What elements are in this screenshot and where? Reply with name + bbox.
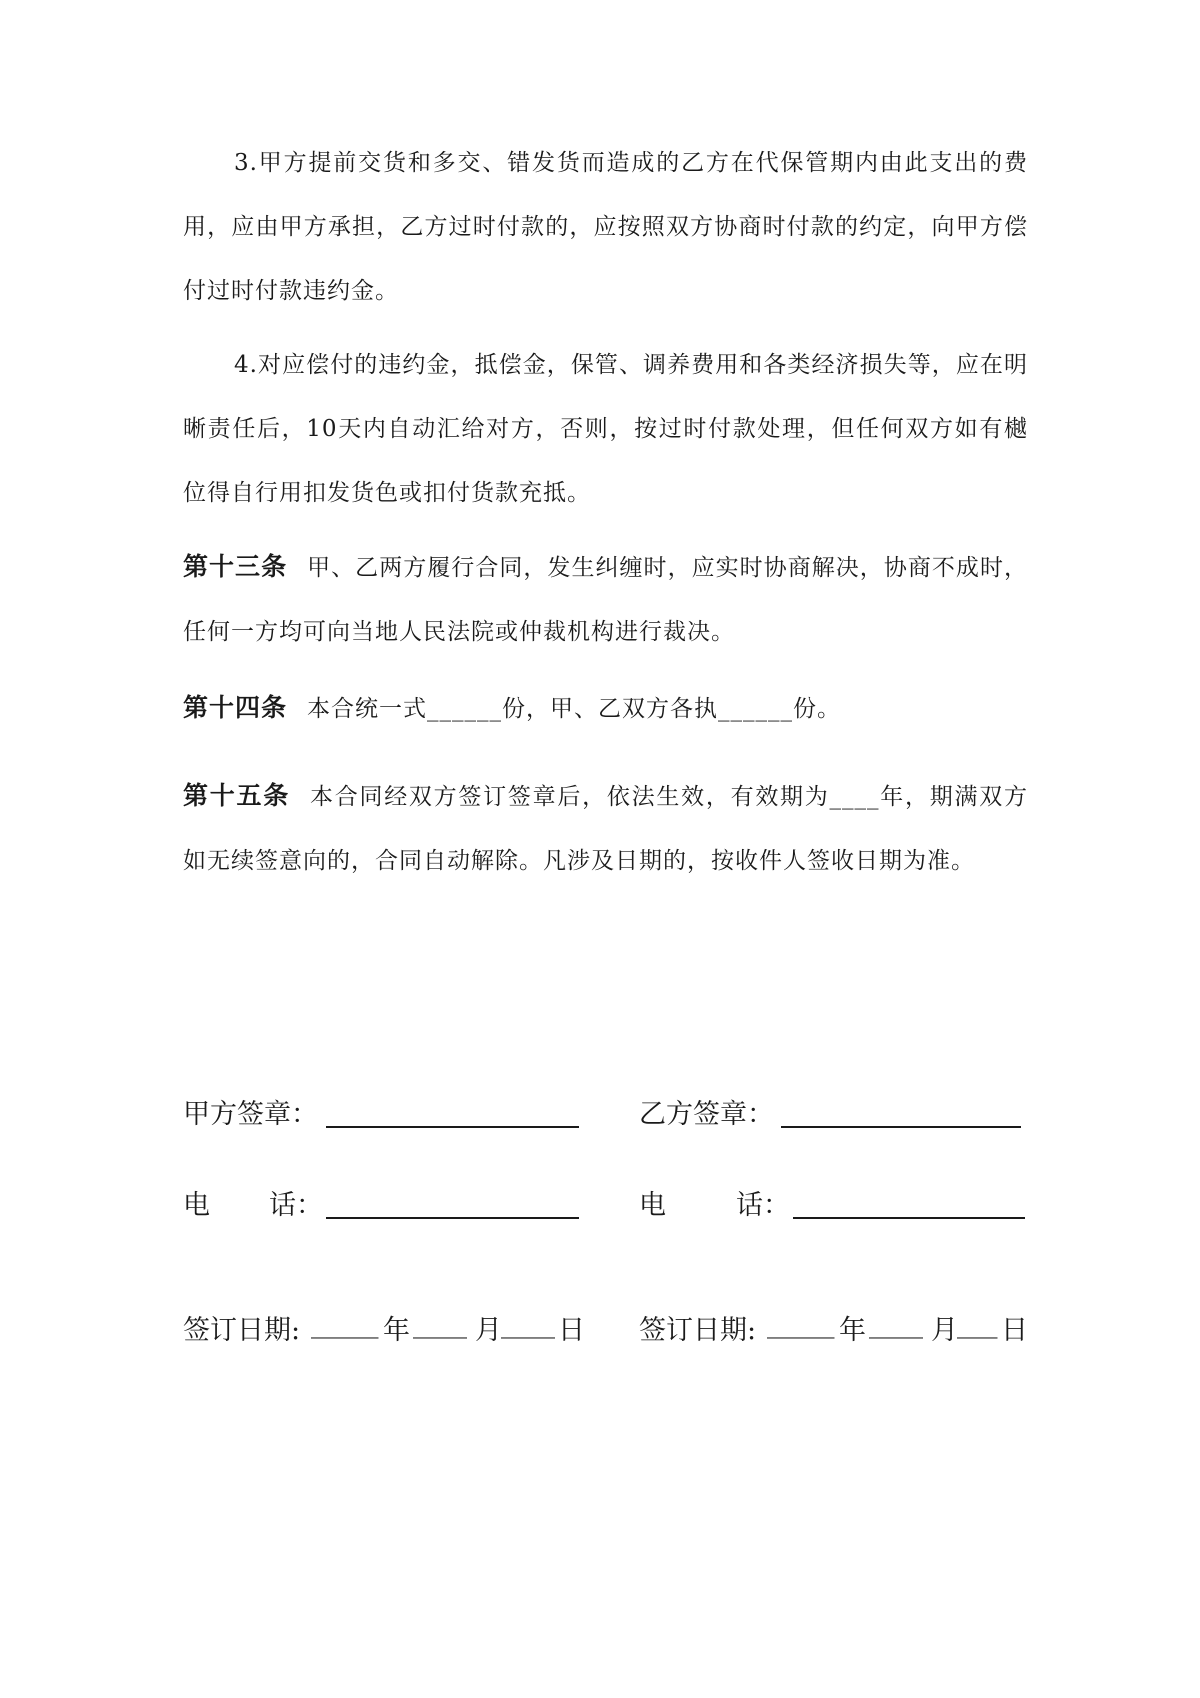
party-b-phone-label-2: 话： — [736, 1190, 790, 1221]
party-a-date-day-blank[interactable]: ____ — [501, 1308, 555, 1339]
clause-paragraph-4-text: 4.对应偿付的违约金，抵偿金，保管、调养费用和各类经济损失等，应在明晰责任后，10天内自动汇给对方，否则，按过时付款处理，但任何双方如有樾位得自行用扣发货色或扣付货款充抵。 — [183, 352, 1028, 506]
party-b-phone-line[interactable] — [793, 1217, 1025, 1219]
party-a-phone-line[interactable] — [326, 1217, 579, 1219]
party-a-date-day-char: 日 — [558, 1315, 585, 1346]
article-14-body: 本合统一式______份，甲、乙双方各执______份。 — [307, 696, 842, 722]
signature-row — [183, 1092, 1043, 1132]
party-a-date-year-blank[interactable]: _____ — [311, 1308, 379, 1339]
article-13 — [183, 535, 1028, 664]
party-b-date-label: 签订日期: — [639, 1315, 757, 1346]
party-a-date-month-char: 月 — [475, 1315, 502, 1346]
party-b-date-year-char: 年 — [839, 1315, 866, 1346]
party-a-date-month-blank[interactable]: ____ — [413, 1308, 467, 1339]
party-b-date-day-char: 日 — [1001, 1315, 1028, 1346]
party-b-signature-line[interactable] — [781, 1126, 1021, 1128]
article-15-heading: 第十五条 — [183, 781, 290, 810]
article-13-body: 甲、乙两方履行合同，发生纠缠时，应实时协商解决，协商不成时，任何一方均可向当地人民法院或仲裁机构进行裁决。 — [183, 555, 1028, 645]
party-b-date-month-char: 月 — [931, 1315, 958, 1346]
article-15 — [183, 764, 1028, 893]
date-row — [183, 1308, 1043, 1348]
party-a-date-label: 签订日期: — [183, 1315, 301, 1346]
party-b-signature-label: 乙方签章： — [639, 1099, 774, 1130]
party-a-signature-line[interactable] — [326, 1126, 579, 1128]
party-a-phone-label-1: 电 — [183, 1190, 210, 1221]
party-a-date-year-char: 年 — [383, 1315, 410, 1346]
clause-paragraph-3 — [183, 131, 1028, 323]
party-a-phone-label-2: 话： — [269, 1190, 323, 1221]
party-b-date-year-blank[interactable]: _____ — [767, 1308, 835, 1339]
party-b-date-day-blank[interactable]: ___ — [957, 1308, 998, 1339]
article-14-heading: 第十四条 — [183, 693, 288, 722]
article-13-heading: 第十三条 — [183, 552, 288, 581]
party-b-phone-label-1: 电 — [639, 1190, 666, 1221]
party-b-date-month-blank[interactable]: ____ — [869, 1308, 923, 1339]
article-15-body: 本合同经双方签订签章后，依法生效，有效期为____年，期满双方如无续签意向的，合同自动解除。凡涉及日期的，按收件人签收日期为准。 — [183, 784, 1028, 874]
clause-paragraph-3-text: 3.甲方提前交货和多交、错发货而造成的乙方在代保管期内由此支出的费用，应由甲方承担，乙方过时付款的，应按照双方协商时付款的约定，向甲方偿付过时付款违约金。 — [183, 150, 1028, 304]
article-14 — [183, 676, 1028, 741]
party-a-signature-label: 甲方签章： — [183, 1099, 318, 1130]
clause-paragraph-4 — [183, 333, 1028, 525]
phone-row — [183, 1183, 1043, 1223]
